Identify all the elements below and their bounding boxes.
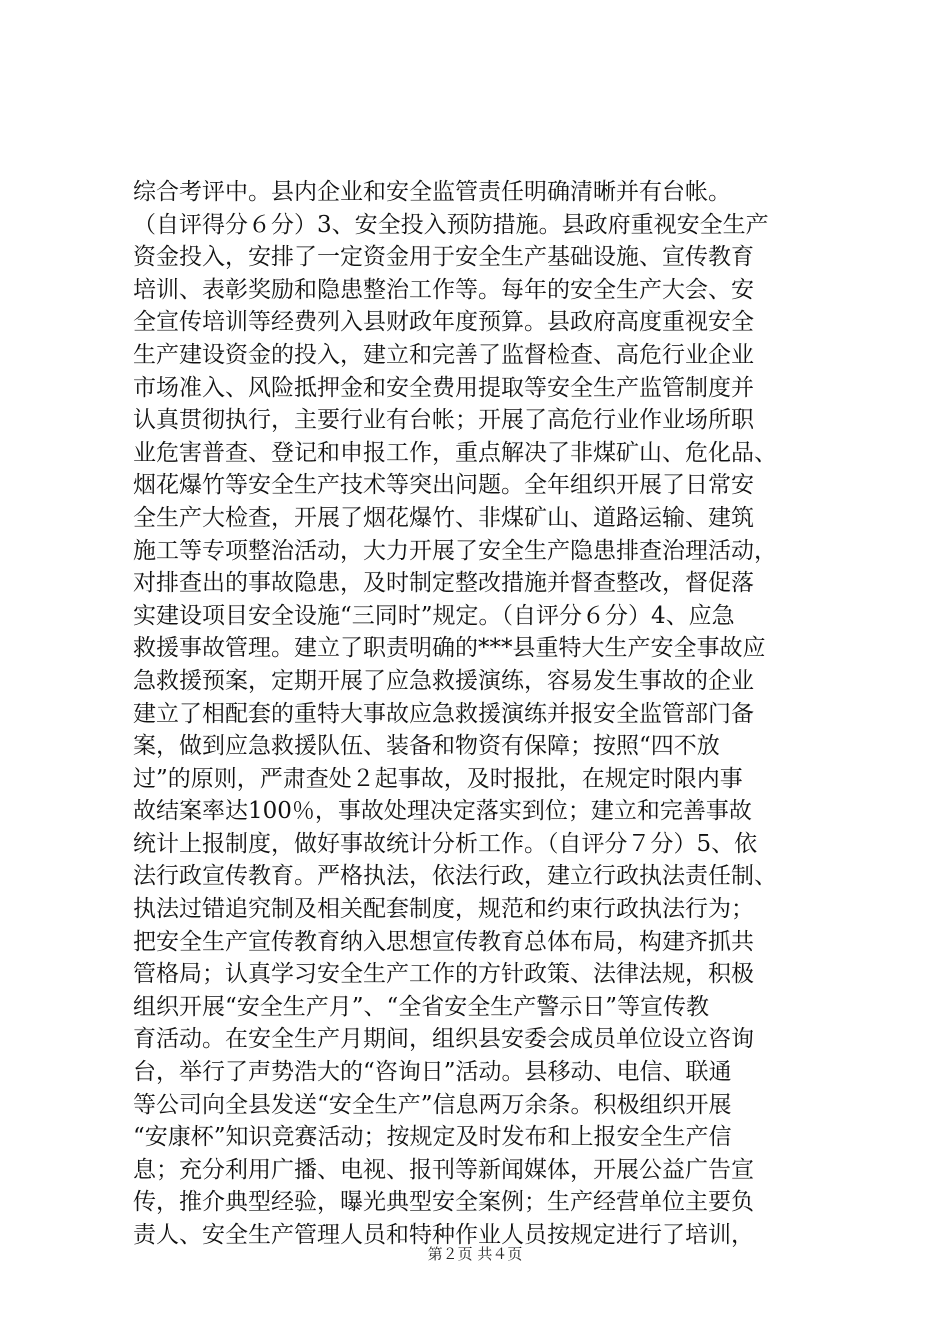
text-line: 市场准入、风险抵押金和安全费用提取等安全生产监管制度并 [133,374,754,401]
text-line: 建立了相配套的重特大事故应急救援演练并报安全监管部门备 [133,700,754,727]
text-line: 烟花爆竹等安全生产技术等突出问题。全年组织开展了日常安 [133,472,754,499]
text-line: 责人、安全生产管理人员和特种作业人员按规定进行了培训， [133,1222,754,1248]
body-text [133,176,843,1252]
text-line: 组织开展“安全生产月”、“全省安全生产警示日”等宣传教 [133,993,710,1020]
text-line: 故结案率达100％，事故处理决定落实到位；建立和完善事故 [133,798,752,825]
text-line: 台，举行了声势浩大的“咨询日”活动。县移动、电信、联通 [133,1059,732,1086]
text-line: 全宣传培训等经费列入县财政年度预算。县政府高度重视安全 [133,309,754,336]
text-line: 对排查出的事故隐患，及时制定整改措施并督查整改，督促落 [133,570,754,597]
text-line: 管格局；认真学习安全生产工作的方针政策、法律法规，积极 [133,961,754,988]
text-line: 救援事故管理。建立了职责明确的***县重特大生产安全事故应 [133,635,766,662]
text-line: 业危害普查、登记和申报工作，重点解决了非煤矿山、危化品、 [133,439,777,466]
text-line: 实建设项目安全设施“三同时”规定。（自评分６分）4、应急 [133,602,735,629]
text-line: 法行政宣传教育。严格执法，依法行政，建立行政执法责任制、 [133,863,777,890]
text-line: 等公司向全县发送“安全生产”信息两万余条。积极组织开展 [133,1091,732,1118]
text-line: 急救援预案，定期开展了应急救援演练，容易发生事故的企业 [133,667,754,694]
text-line: 生产建设资金的投入，建立和完善了监督检查、高危行业企业 [133,341,754,368]
text-line: 案，做到应急救援队伍、装备和物资有保障；按照“四不放 [133,733,720,760]
text-line: 统计上报制度，做好事故统计分析工作。（自评分７分）5、依 [133,830,758,857]
text-line: 传，推介典型经验，曝光典型安全案例；生产经营单位主要负 [133,1189,754,1216]
text-line: 全生产大检查，开展了烟花爆竹、非煤矿山、道路运输、建筑 [133,504,754,531]
text-line: 施工等专项整治活动，大力开展了安全生产隐患排查治理活动， [133,537,777,564]
text-line: 执法过错追究制及相关配套制度，规范和约束行政执法行为； [133,896,754,923]
text-line: 认真贯彻执行，主要行业有台帐；开展了高危行业作业场所职 [133,407,754,434]
text-line: 育活动。在安全生产月期间，组织县安委会成员单位设立咨询 [133,1026,754,1053]
text-line: 培训、表彰奖励和隐患整治工作等。每年的安全生产大会、安 [133,276,754,303]
text-line: 综合考评中。县内企业和安全监管责任明确清晰并有台帐。 [133,179,731,205]
text-line: 把安全生产宣传教育纳入思想宣传教育总体布局，构建齐抓共 [133,928,754,955]
page-number-footer: 第２页 共４页 [427,1245,523,1263]
text-line: 过”的原则，严肃查处２起事故，及时报批，在规定时限内事 [133,765,743,792]
text-line: 资金投入，安排了一定资金用于安全生产基础设施、宣传教育 [133,244,754,271]
text-line: “安康杯”知识竞赛活动；按规定及时发布和上报安全生产信 [133,1124,732,1151]
text-line: （自评得分６分）3、安全投入预防措施。县政府重视安全生产 [133,211,769,238]
text-line: 息；充分利用广播、电视、报刊等新闻媒体，开展公益广告宣 [133,1156,754,1183]
